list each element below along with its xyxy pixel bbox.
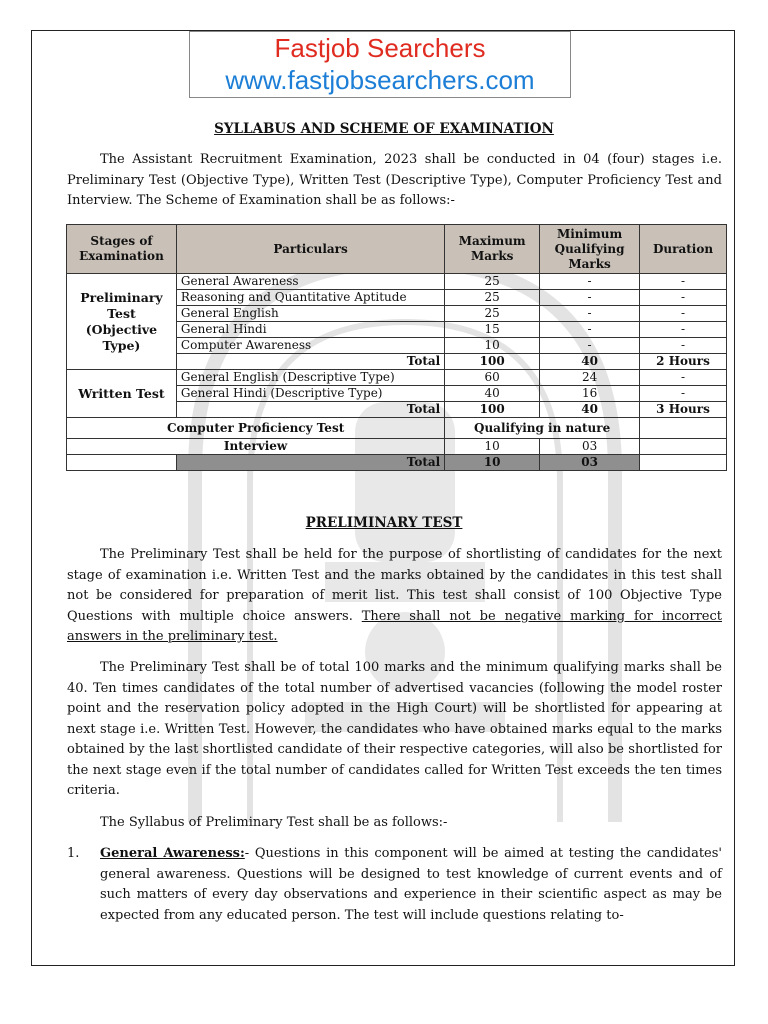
interview-min: 03 [540,439,640,455]
computer-test-label: Computer Proficiency Test [67,418,445,439]
empty-cell [640,439,727,455]
max-cell: 10 [445,338,540,354]
header-particulars: Particulars [176,225,444,274]
table-row-final-total [67,455,727,471]
total-min: 40 [540,402,640,418]
min-cell: - [540,322,640,338]
total-label: Total [176,402,444,418]
empty-cell [67,455,177,471]
brand-box [189,31,571,98]
prelim-underlined-text: There shall not be negative marking for incorrect answers in the preliminary test. [67,608,722,644]
stage-preliminary: Preliminary Test (Objective Type) [67,274,177,370]
particular-cell: General Awareness [176,274,444,290]
empty-cell [640,418,727,439]
max-cell: 15 [445,322,540,338]
intro-text: The Assistant Recruitment Examination, 2023 shall be conducted in 04 (four) stages i.e. Preliminary Test (Objective Type), Written Test (Descriptive Type), Computer Proficiency Test and Interview. The Scheme of Examination shall be as follows:- [67,152,722,208]
particular-cell: General English (Descriptive Type) [176,370,444,386]
scheme-table [66,224,727,471]
total-duration: 2 Hours [640,354,727,370]
total-min: 40 [540,354,640,370]
particular-cell: General Hindi (Descriptive Type) [176,386,444,402]
brand-url[interactable]: www.fastjobsearchers.com [225,65,535,95]
min-cell: - [540,338,640,354]
empty-cell [640,455,727,471]
max-cell: 25 [445,306,540,322]
total-max: 100 [445,402,540,418]
list-body [100,844,722,926]
duration-cell: - [640,322,727,338]
table-row-interview [67,439,727,455]
stage-written: Written Test [67,370,177,418]
table-row [67,274,727,290]
computer-test-value: Qualifying in nature [445,418,640,439]
table-row-computer [67,418,727,439]
particular-cell: Computer Awareness [176,338,444,354]
final-total-min: 03 [540,455,640,471]
max-cell: 25 [445,274,540,290]
duration-cell: - [640,386,727,402]
interview-label: Interview [67,439,445,455]
duration-cell: - [640,370,727,386]
prelim-paragraph-1 [67,545,722,648]
total-max: 100 [445,354,540,370]
table-row [67,370,727,386]
header-min-marks: Minimum Qualifying Marks [540,225,640,274]
duration-cell: - [640,338,727,354]
final-total-label: Total [176,455,444,471]
brand-name: Fastjob Searchers [274,33,486,63]
header-stages: Stages of Examination [67,225,177,274]
prelim-text-1: The Preliminary Test shall be held for the purpose of shortlisting of candidates for the next stage of examination i.e. Written Test and the marks obtained by the candidates in this test shall not be considered for preparation of merit list. This test shall consist of 100 Objective Type Questions with multiple choice answers. [67,547,722,624]
table-header-row [67,225,727,274]
min-cell: - [540,306,640,322]
duration-cell: - [640,306,727,322]
header-duration: Duration [640,225,727,274]
max-cell: 60 [445,370,540,386]
list-number: 1. [67,846,80,861]
syllabus-intro [67,813,722,834]
prelim-paragraph-2 [67,658,722,802]
list-text: - Questions in this component will be aimed at testing the candidates' general awareness. Questions will be designed to test knowledge of current events and of such matters of every day observations and experience in their scientific aspect as may be expected from any educated person. The test will include questions relating to- [100,846,722,923]
particular-cell: Reasoning and Quantitative Aptitude [176,290,444,306]
syllabus-intro-text: The Syllabus of Preliminary Test shall be as follows:- [100,815,448,830]
list-item [67,844,722,926]
max-cell: 25 [445,290,540,306]
min-cell: 16 [540,386,640,402]
particular-cell: General English [176,306,444,322]
duration-cell: - [640,290,727,306]
prelim-text-2: The Preliminary Test shall be of total 100 marks and the minimum qualifying marks shall be 40. Ten times candidates of the total number of advertised vacancies (following the model roster point and the reservation policy adopted in the High Court) will be shortlisted for appearing at next stage i.e. Written Test. However, the candidates who have obtained marks equal to the marks obtained by the last shortlisted candidate of their respective categories, will also be shortlisted for the next stage even if the total number of candidates called for Written Test exceeds the ten times criteria. [67,660,722,798]
preliminary-heading: PRELIMINARY TEST [305,515,463,531]
min-cell: - [540,274,640,290]
list-term: General Awareness: [100,846,245,861]
page-title: SYLLABUS AND SCHEME OF EXAMINATION [214,121,554,137]
interview-max: 10 [445,439,540,455]
particular-cell: General Hindi [176,322,444,338]
min-cell: 24 [540,370,640,386]
duration-cell: - [640,274,727,290]
max-cell: 40 [445,386,540,402]
min-cell: - [540,290,640,306]
intro-paragraph [67,150,722,212]
header-max-marks: Maximum Marks [445,225,540,274]
final-total-max: 10 [445,455,540,471]
total-duration: 3 Hours [640,402,727,418]
total-label: Total [176,354,444,370]
